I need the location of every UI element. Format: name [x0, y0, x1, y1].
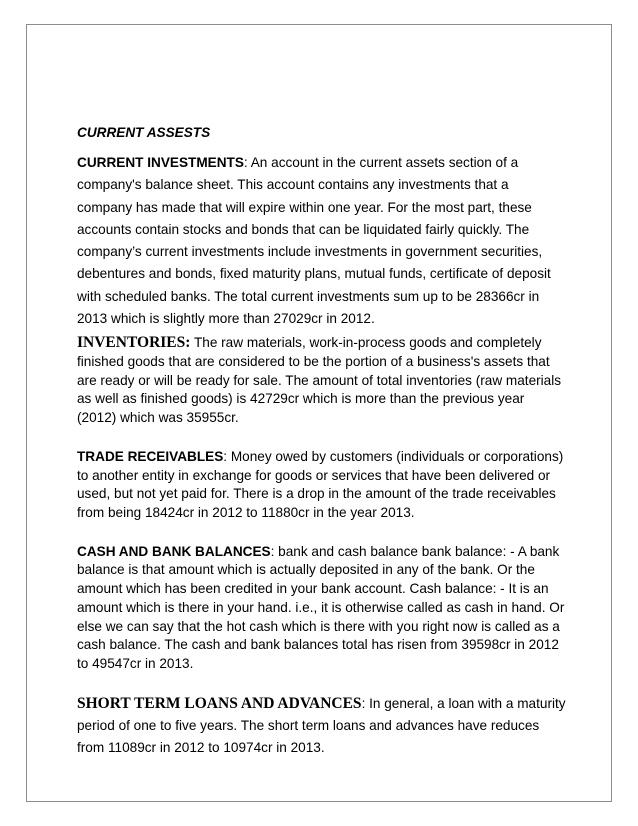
- cash-bank-text: : bank and cash balance bank balance: - A bank balance is that amount which is actually deposited in any of the bank. Or the amount which has been credited in your bank account. Cash balance: - It is an amount which is there in your hand. i.e., it is otherwise called as cash in hand. Or else we can say that the hot cash which is there with you right now is called as a cash balance. The cash and bank balances total has risen from 39598cr in 2012 to 49547cr in 2013.: [77, 543, 565, 671]
- inventories-label: INVENTORIES:: [77, 334, 191, 352]
- current-investments-label: CURRENT INVESTMENTS: [77, 155, 244, 170]
- current-investments-paragraph: [77, 152, 567, 330]
- cash-bank-label: CASH AND BANK BALANCES: [77, 543, 271, 559]
- inventories-paragraph: [77, 334, 567, 428]
- inventories-text: The raw materials, work-in-process goods and completely finished goods that are considered to be the portion of a business's assets that are ready or will be ready for sale. The amount of total inventories (raw materials as well as finished goods) is 42729cr which is more than the previous year (2012) which was 35955cr.: [77, 335, 562, 426]
- trade-receivables-label: TRADE RECEIVABLES: [77, 448, 224, 464]
- document-body: [77, 124, 567, 760]
- cash-bank-paragraph: [77, 543, 567, 674]
- current-investments-text: : An account in the current assets section of a company's balance sheet. This account contains any investments that a company has made that will expire within one year. For the most part, these accounts contain stocks and bonds that can be liquidated fairly quickly. The company’s current investments include investments in government securities, debentures and bonds, fixed maturity plans, mutual funds, certificate of deposit with scheduled banks. The total current investments sum up to be 28366cr in 2013 which is slightly more than 27029cr in 2012.: [77, 155, 551, 327]
- short-term-loans-text: : In general, a loan with a maturity period of one to five years. The short term loans and advances have reduces from 11089cr in 2012 to 10974cr in 2013.: [77, 695, 566, 756]
- short-term-loans-label: SHORT TERM LOANS AND ADVANCES: [77, 694, 362, 712]
- short-term-loans-paragraph: [77, 693, 567, 760]
- trade-receivables-text: : Money owed by customers (individuals or corporations) to another entity in exchange for goods or services that have been delivered or used, but not yet paid for. There is a drop in the amount of the trade receivables from being 18424cr in 2012 to 11880cr in the year 2013.: [77, 448, 564, 520]
- section-heading: CURRENT ASSESTS: [77, 125, 211, 140]
- trade-receivables-paragraph: [77, 448, 567, 523]
